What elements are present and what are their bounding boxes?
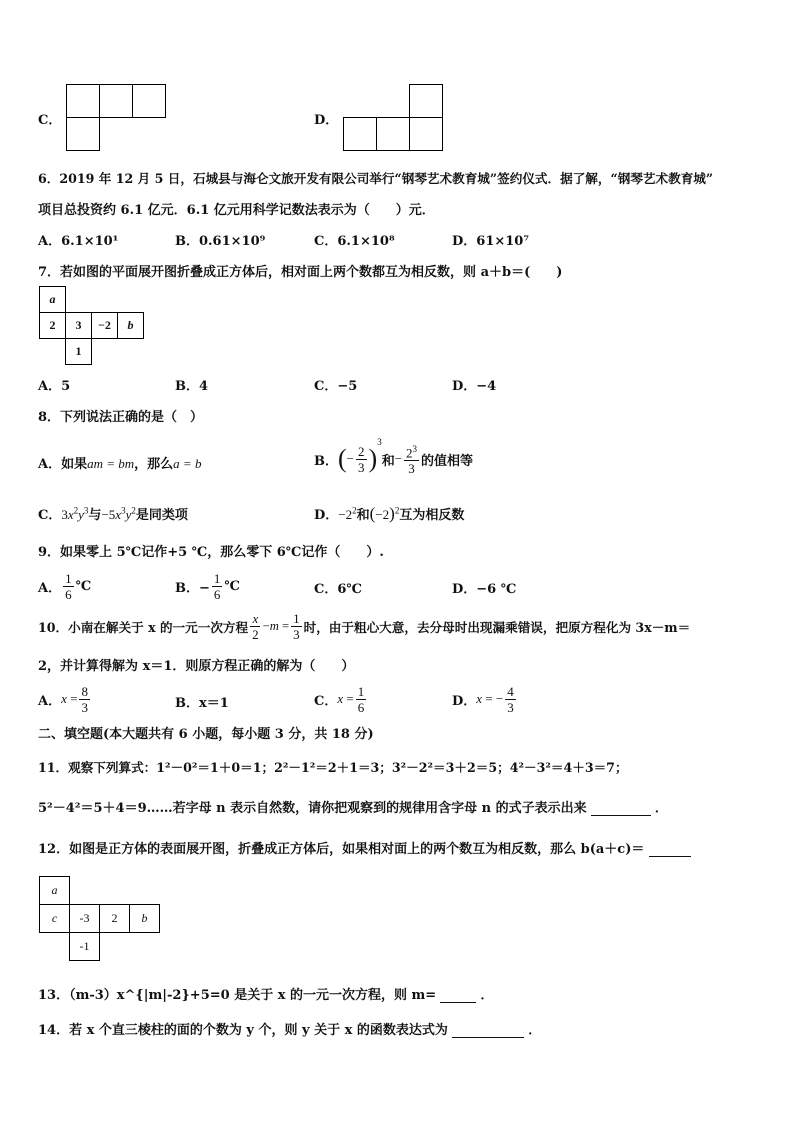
q8-c-text: 与 [88, 508, 102, 523]
q10-a-label: A． [38, 693, 62, 709]
q12-cell-b: b [129, 904, 160, 933]
q13-answer-blank[interactable] [440, 1002, 476, 1003]
q12-answer-blank[interactable] [649, 856, 691, 857]
q10-stem-line1: 10．小南在解关于 x 的一元一次方程 $\frac{x}{2}$ −m = $\frac{1}{3}$ 时，由于粗心大意，去分母时出现漏乘错误，把原方程化为 3x－m＝ [38, 610, 691, 642]
q10-option-a: A． x = $\frac{8}{3}$ [38, 683, 88, 715]
q13-stem [38, 984, 493, 1003]
q7-cell-a: a [39, 286, 66, 313]
q10-option-d: D． x = − $\frac{4}{3}$ [452, 683, 514, 715]
q9-option-d: D．−6 ℃ [452, 582, 517, 597]
q12-stem-text: 12．如图是正方体的表面展开图，折叠成正方体后，如果相对面上的两个数互为相反数，那么 b(a＋c)＝ [38, 842, 645, 857]
q8-d-tail: 互为相反数 [399, 508, 465, 523]
q12-stem [38, 838, 691, 857]
q14-stem [38, 1019, 541, 1038]
q13-stem-text: 13．（m-3）x^{|m|-2}+5=0 是关于 x 的一元一次方程，则 m= [38, 988, 437, 1003]
q8-option-a [38, 453, 201, 472]
q5-option-c-label: C． [38, 113, 62, 128]
q8-stem: 8．下列说法正确的是（ ） [38, 410, 204, 425]
q7-option-b: B．4 [175, 379, 209, 394]
q9-option-a: A． $\frac{1}{6}$ ℃ [38, 570, 92, 602]
q10-line1-b: 时，由于粗心大意，去分母时出现漏乘错误，把原方程化为 3x－m＝ [303, 619, 691, 635]
q8-b-label: B． [314, 453, 338, 469]
q14-tail: ． [528, 1023, 542, 1038]
q11-line2-text: 5²－4²＝5＋4＝9……若字母 n 表示自然数，请你把观察到的规律用含字母 n 的式子表示出来 [38, 801, 587, 816]
q14-stem-text: 14．若 x 个直三棱柱的面的个数为 y 个，则 y 关于 x 的函数表达式为 [38, 1023, 448, 1038]
q6-option-d: D．61×10⁷ [452, 234, 530, 249]
q8-d-and: 和 [356, 508, 370, 523]
q7-option-c: C．−5 [314, 379, 358, 394]
q10-stem-line2: 2，并计算得解为 x＝1．则原方程正确的解为（ ） [38, 659, 355, 674]
q8-d-label: D． [314, 508, 339, 523]
q8-option-d: D．$-2^2$和$(-2)^2$互为相反数 [314, 504, 465, 523]
q9-option-b: B．− $\frac{1}{6}$ ℃ [175, 570, 240, 602]
q8-b-and: 和 [381, 453, 395, 469]
q8-a-math2: a = b [173, 456, 202, 471]
q10-line1-a: 10．小南在解关于 x 的一元一次方程 [38, 619, 249, 635]
q9-b-label: B．− [175, 580, 210, 596]
q10-c-label: C． [314, 693, 338, 709]
q7-option-d: D．−4 [452, 379, 497, 394]
q9-a-unit: ℃ [75, 578, 92, 594]
q9-b-unit: ℃ [224, 578, 240, 594]
q12-cell-neg1: -1 [69, 932, 100, 961]
q9-a-label: A． [38, 580, 62, 596]
q11-stem-line2 [38, 797, 668, 816]
q6-stem-line1: 6．2019 年 12 月 5 日，石城县与海仑文旅开发有限公司举行“钢琴艺术教育城”签约仪式．据了解，“钢琴艺术教育城” [38, 171, 714, 186]
q7-cell-b: b [117, 312, 144, 339]
q10-d-label: D． [452, 693, 477, 709]
q7-option-a: A．5 [38, 379, 71, 394]
q6-option-a: A．6.1×10¹ [38, 234, 119, 249]
q8-a-text: ，那么 [134, 457, 174, 472]
q7-cell-2: 2 [39, 312, 66, 339]
q7-cell-1: 1 [65, 338, 92, 365]
q12-cell-neg3: -3 [69, 904, 100, 933]
q6-option-c: C．6.1×10⁸ [314, 234, 395, 249]
q8-option-b: B． ( − $\frac{2}{3}$ ) $^3$ 和 − $\frac{2^3}{3}$ 的值相等 [314, 437, 474, 477]
q9-option-c: C．6℃ [314, 582, 362, 597]
q8-c-label: C． [38, 508, 62, 523]
q8-c-tail: 是同类项 [135, 508, 188, 523]
q5-option-d-label: D． [314, 113, 339, 128]
q11-stem-line1: 11．观察下列算式：1²－0²＝1＋0＝1；2²－1²＝2＋1＝3；3²－2²＝3＋2＝5；4²－3²＝4＋3＝7； [38, 760, 628, 775]
q7-cell-3: 3 [65, 312, 92, 339]
q12-cell-2: 2 [99, 904, 130, 933]
q9-stem: 9．如果零上 5℃记作+5 ℃，那么零下 6℃记作（ ）. [38, 545, 384, 560]
q12-cell-c: c [39, 904, 70, 933]
q12-cell-a: a [39, 876, 70, 905]
q10-option-c: C． x = $\frac{1}{6}$ [314, 683, 365, 715]
q10-option-b: B．x＝1 [175, 696, 229, 711]
q8-a-math: am = bm [87, 456, 135, 471]
q11-tail: ． [654, 801, 668, 816]
q8-b-tail: 的值相等 [421, 453, 474, 469]
q8-a-label: A．如果 [38, 457, 88, 472]
q7-stem: 7．若如图的平面展开图折叠成正方体后，相对面上两个数都互为相反数，则 a＋b＝( ) [38, 265, 563, 280]
q14-answer-blank[interactable] [452, 1037, 524, 1038]
q11-answer-blank[interactable] [591, 815, 651, 816]
q8-option-c: C．$3x^2y^3$与$-5x^3y^2$是同类项 [38, 505, 188, 523]
q7-cell-neg2: −2 [91, 312, 118, 339]
q6-stem-line2: 项目总投资约 6.1 亿元．6.1 亿元用科学记数法表示为（ ）元． [38, 203, 435, 218]
q13-tail: ． [480, 988, 494, 1003]
section-heading-fill-in: 二、填空题(本大题共有 6 小题，每小题 3 分，共 18 分) [38, 727, 374, 742]
q6-option-b: B．0.61×10⁹ [175, 234, 266, 249]
